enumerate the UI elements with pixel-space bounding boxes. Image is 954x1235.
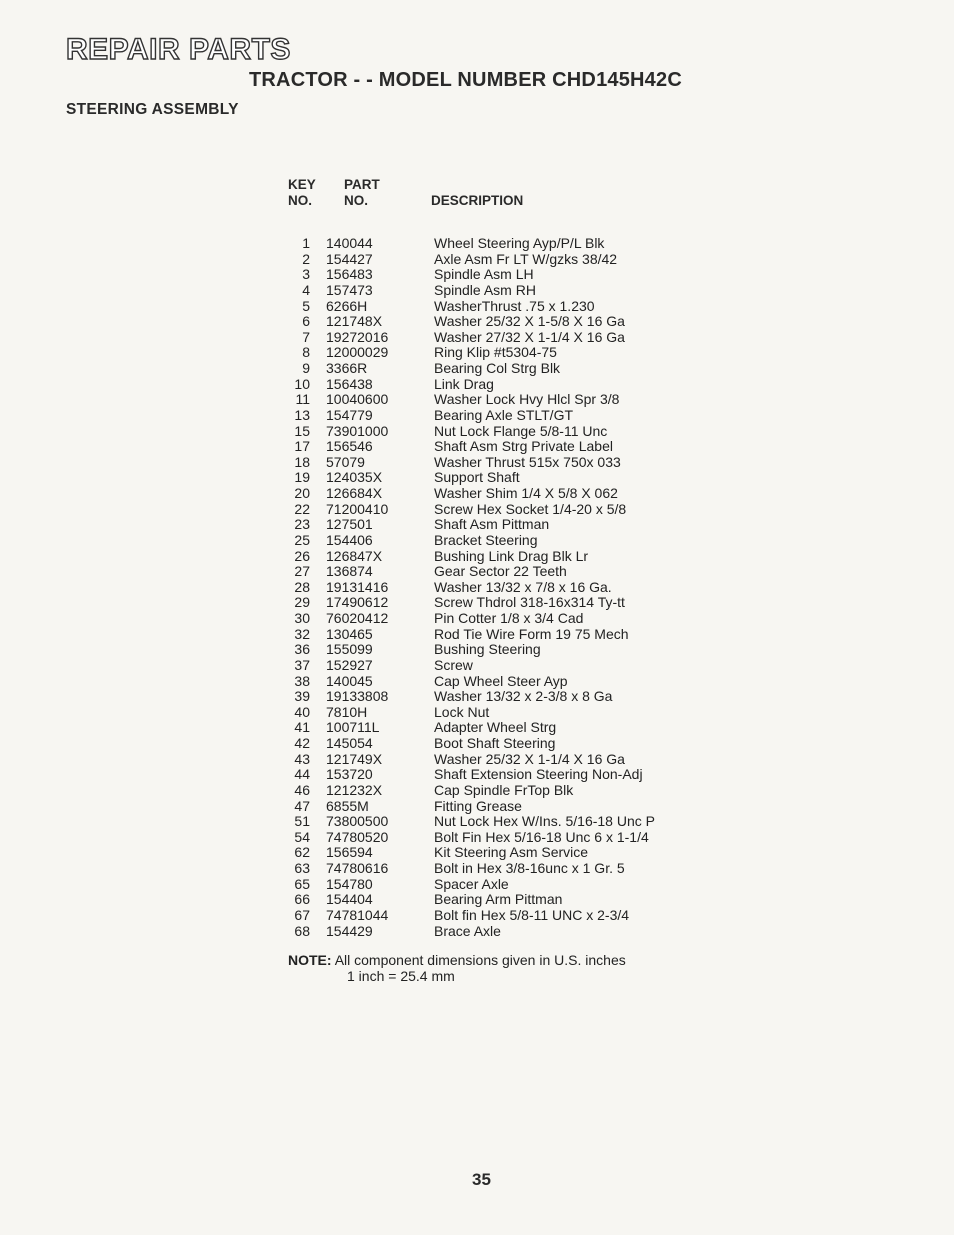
table-row	[282, 877, 722, 893]
table-row	[282, 814, 722, 830]
table-row	[282, 830, 722, 846]
table-row	[282, 689, 722, 705]
note	[288, 952, 626, 968]
part-description: Gear Sector 22 Teeth	[434, 563, 567, 580]
table-row	[282, 252, 722, 268]
key-number: 11	[295, 391, 310, 408]
part-number: 156594	[326, 844, 373, 861]
table-row	[282, 439, 722, 455]
header-part-top: PART	[344, 177, 380, 192]
part-number: 74780616	[326, 860, 389, 876]
part-description: Bearing Axle STLT/GT	[434, 406, 574, 423]
table-row	[282, 345, 722, 361]
table-row	[282, 392, 722, 408]
table-row	[282, 736, 722, 752]
key-number: 1	[302, 235, 310, 251]
key-number: 30	[294, 610, 310, 626]
table-row	[282, 580, 722, 596]
key-number: 46	[294, 781, 310, 798]
part-description: Spindle Asm RH	[434, 281, 536, 298]
key-number: 63	[294, 860, 310, 876]
part-description: Spacer Axle	[434, 875, 509, 892]
part-description: Screw Thdrol 318-16x314 Ty-tt	[434, 594, 625, 611]
part-description: Lock Nut	[434, 703, 490, 720]
part-number: 156438	[326, 375, 373, 392]
part-number: 126684X	[326, 485, 383, 501]
part-description: Boot Shaft Steering	[434, 735, 556, 751]
part-description: Cap Wheel Steer Ayp	[434, 672, 568, 689]
part-description: Bushing Link Drag Blk Lr	[434, 547, 589, 564]
part-description: Washer 25/32 X 1-5/8 X 16 Ga	[434, 313, 625, 330]
key-number: 68	[294, 922, 310, 939]
key-number: 5	[302, 297, 310, 314]
part-description: Spindle Asm LH	[434, 266, 534, 283]
table-row	[282, 674, 722, 690]
part-number: 154427	[326, 250, 373, 267]
part-number: 6266H	[326, 297, 368, 314]
table-row	[282, 377, 722, 393]
part-number: 19133808	[326, 688, 389, 705]
table-row	[282, 611, 722, 627]
part-description: Washer Lock Hvy Hlcl Spr 3/8	[434, 391, 620, 408]
table-row	[282, 595, 722, 611]
part-description: Nut Lock Flange 5/8-11 Unc	[434, 422, 608, 439]
key-number: 6	[302, 313, 310, 330]
part-description: Bearing Arm Pittman	[434, 891, 563, 908]
part-description: Shaft Extension Steering Non-Adj	[434, 766, 643, 783]
key-number: 23	[294, 516, 310, 533]
header-description: DESCRIPTION	[431, 193, 524, 208]
part-number: 155099	[326, 641, 373, 658]
part-number: 19272016	[326, 328, 389, 345]
table-row	[282, 564, 722, 580]
key-number: 18	[294, 453, 310, 470]
table-row	[282, 330, 722, 346]
table-row	[282, 642, 722, 658]
table-row	[282, 908, 722, 924]
table-row	[282, 299, 722, 315]
part-description: Washer Shim 1/4 X 5/8 X 062	[434, 485, 618, 501]
part-description: Support Shaft	[434, 469, 520, 486]
part-number: 7810H	[326, 703, 368, 720]
table-row	[282, 767, 722, 783]
table-row	[282, 752, 722, 768]
table-row	[282, 533, 722, 549]
key-number: 54	[294, 828, 310, 845]
part-number: 10040600	[326, 391, 389, 408]
table-row	[282, 705, 722, 721]
part-number: 154429	[326, 922, 373, 939]
part-number: 145054	[326, 735, 373, 751]
part-description: Axle Asm Fr LT W/gzks 38/42	[434, 250, 618, 267]
table-row	[282, 408, 722, 424]
key-number: 13	[294, 406, 310, 423]
part-number: 73901000	[326, 422, 389, 439]
page-number: 35	[472, 1170, 491, 1189]
key-number: 29	[294, 594, 310, 611]
key-number: 2	[302, 250, 310, 267]
part-description: Bracket Steering	[434, 531, 538, 548]
key-number: 62	[294, 844, 310, 861]
part-number: 130465	[326, 625, 373, 642]
key-number: 4	[302, 281, 310, 298]
part-description: Bearing Col Strg Blk	[434, 360, 561, 376]
table-row	[282, 861, 722, 877]
part-number: 153720	[326, 766, 373, 783]
page-title: REPAIR PARTS	[66, 33, 291, 66]
part-description: WasherThrust .75 x 1.230	[434, 297, 595, 314]
key-number: 36	[294, 641, 310, 658]
key-number: 47	[294, 797, 310, 814]
table-row	[282, 892, 722, 908]
part-number: 140044	[326, 235, 373, 251]
part-number: 124035X	[326, 469, 383, 486]
key-number: 40	[294, 703, 310, 720]
part-description: Washer 27/32 X 1-1/4 X 16 Ga	[434, 328, 625, 345]
part-number: 127501	[326, 516, 373, 533]
part-number: 6855M	[326, 797, 369, 814]
part-description: Shaft Asm Strg Private Label	[434, 438, 613, 455]
key-number: 43	[294, 750, 310, 767]
header-key-top: KEY	[288, 177, 316, 192]
key-number: 66	[294, 891, 310, 908]
table-row	[282, 549, 722, 565]
part-description: Adapter Wheel Strg	[434, 719, 557, 736]
part-number: 154780	[326, 875, 373, 892]
part-number: 17490612	[326, 594, 389, 611]
part-description: Bushing Steering	[434, 641, 541, 658]
note-conversion: 1 inch = 25.4 mm	[347, 968, 455, 984]
part-number: 74780520	[326, 828, 389, 845]
key-number: 44	[294, 766, 310, 783]
key-number: 9	[302, 360, 310, 376]
table-row	[282, 783, 722, 799]
table-row	[282, 267, 722, 283]
column-headers	[288, 176, 708, 212]
key-number: 22	[294, 500, 310, 517]
table-row	[282, 517, 722, 533]
note-text: All component dimensions given in U.S. inches	[334, 952, 626, 968]
part-number: 121749X	[326, 750, 383, 767]
part-number: 71200410	[326, 500, 389, 517]
part-description: Fitting Grease	[434, 797, 522, 814]
part-number: 76020412	[326, 610, 389, 626]
part-description: Rod Tie Wire Form 19 75 Mech	[434, 625, 629, 642]
part-description: Bolt Fin Hex 5/16-18 Unc 6 x 1-1/4	[434, 828, 649, 845]
key-number: 38	[294, 672, 310, 689]
model-subtitle: TRACTOR - - MODEL NUMBER CHD145H42C	[249, 69, 682, 91]
part-number: 121232X	[326, 781, 383, 798]
key-number: 26	[294, 547, 310, 564]
table-row	[282, 627, 722, 643]
key-number: 67	[294, 906, 310, 923]
key-number: 20	[294, 485, 310, 501]
part-description: Nut Lock Hex W/Ins. 5/16-18 Unc P	[434, 813, 655, 830]
part-number: 121748X	[326, 313, 383, 330]
part-number: 156483	[326, 266, 373, 283]
parts-table-body	[282, 236, 722, 939]
part-number: 136874	[326, 563, 373, 580]
parts-table	[282, 236, 722, 939]
part-number: 126847X	[326, 547, 383, 564]
table-row	[282, 799, 722, 815]
table-row	[282, 924, 722, 940]
part-number: 57079	[326, 453, 365, 470]
header-part-bottom: NO.	[344, 193, 369, 208]
part-number: 154404	[326, 891, 373, 908]
key-number: 42	[294, 735, 310, 751]
key-number: 27	[294, 563, 310, 580]
part-description: Washer 25/32 X 1-1/4 X 16 Ga	[434, 750, 625, 767]
table-row	[282, 455, 722, 471]
part-description: Shaft Asm Pittman	[434, 516, 550, 533]
part-description: Screw	[434, 656, 473, 673]
key-number: 25	[294, 531, 310, 548]
table-row	[282, 470, 722, 486]
part-number: 154779	[326, 406, 373, 423]
key-number: 19	[294, 469, 310, 486]
part-number: 157473	[326, 281, 373, 298]
table-row	[282, 361, 722, 377]
part-description: Bolt fin Hex 5/8-11 UNC x 2-3/4	[434, 906, 630, 923]
part-description: Wheel Steering Ayp/P/L Blk	[434, 235, 605, 251]
key-number: 39	[294, 688, 310, 705]
part-description: Link Drag	[434, 375, 494, 392]
key-number: 15	[294, 422, 310, 439]
key-number: 10	[294, 375, 310, 392]
part-description: Brace Axle	[434, 922, 501, 939]
part-description: Bolt in Hex 3/8-16unc x 1 Gr. 5	[434, 860, 625, 876]
note-label: NOTE:	[288, 952, 332, 968]
key-number: 17	[294, 438, 310, 455]
table-row	[282, 720, 722, 736]
part-number: 154406	[326, 531, 373, 548]
header-key-bottom: NO.	[288, 193, 313, 208]
key-number: 37	[294, 656, 310, 673]
part-description: Screw Hex Socket 1/4-20 x 5/8	[434, 500, 627, 517]
part-description: Washer 13/32 x 7/8 x 16 Ga.	[434, 578, 612, 595]
table-row	[282, 424, 722, 440]
part-description: Washer Thrust 515x 750x 033	[434, 453, 621, 470]
table-row	[282, 314, 722, 330]
part-description: Kit Steering Asm Service	[434, 844, 589, 861]
table-row	[282, 236, 722, 252]
section-title: STEERING ASSEMBLY	[66, 101, 239, 118]
key-number: 65	[294, 875, 310, 892]
table-row	[282, 658, 722, 674]
part-description: Washer 13/32 x 2-3/8 x 8 Ga	[434, 688, 613, 705]
part-number: 156546	[326, 438, 373, 455]
part-description: Ring Klip #t5304-75	[434, 344, 557, 361]
part-number: 140045	[326, 672, 373, 689]
part-number: 3366R	[326, 360, 368, 376]
part-number: 73800500	[326, 813, 389, 830]
table-row	[282, 502, 722, 518]
key-number: 28	[294, 578, 310, 595]
part-description: Pin Cotter 1/8 x 3/4 Cad	[434, 610, 584, 626]
key-number: 3	[302, 266, 310, 283]
key-number: 8	[302, 344, 310, 361]
key-number: 51	[294, 813, 310, 830]
key-number: 32	[294, 625, 310, 642]
part-description: Cap Spindle FrTop Blk	[434, 781, 574, 798]
key-number: 41	[294, 719, 310, 736]
table-row	[282, 845, 722, 861]
part-number: 152927	[326, 656, 373, 673]
part-number: 19131416	[326, 578, 389, 595]
part-number: 100711L	[326, 719, 380, 736]
part-number: 12000029	[326, 344, 389, 361]
table-row	[282, 486, 722, 502]
table-row	[282, 283, 722, 299]
key-number: 7	[302, 328, 310, 345]
part-number: 74781044	[326, 906, 389, 923]
